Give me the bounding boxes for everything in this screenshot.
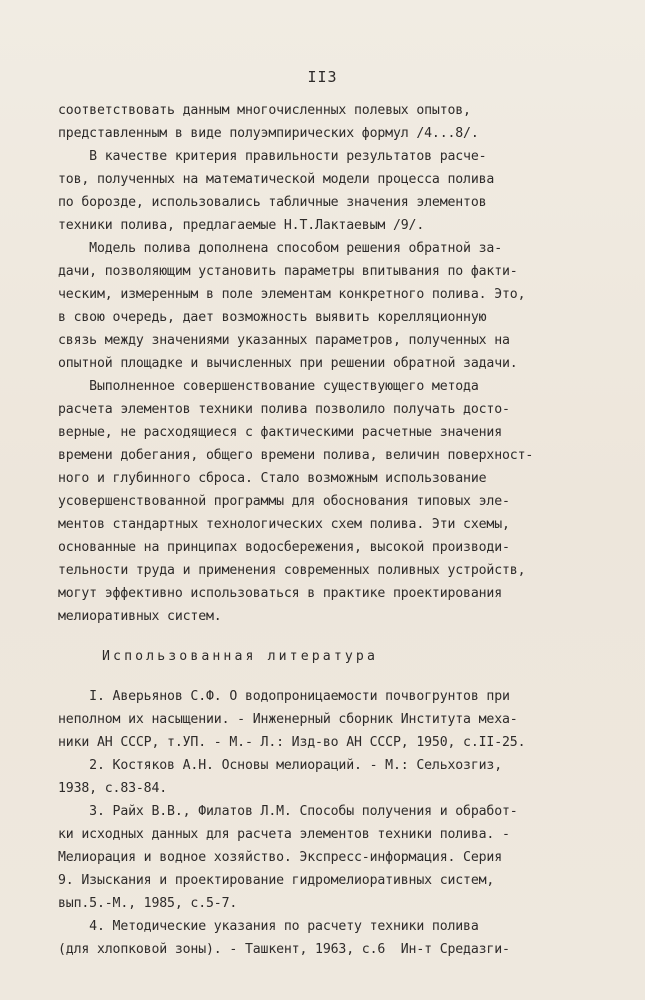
reference-line: 3. Райх В.В., Филатов Л.М. Способы получения и обработ- [58,804,518,819]
reference-line: вып.5.-М., 1985, с.5-7. [58,896,238,911]
body-line: основанные на принципах водосбережения, высокой производи- [58,540,510,555]
reference-line: 4. Методические указания по расчету техники полива [58,919,479,934]
body-line: техники полива, предлагаемые Н.Т.Лактаевым /9/. [58,218,425,233]
reference-line: неполном их насыщении. - Инженерный сборник Института меха- [58,712,518,727]
body-line: усовершенствованной программы для обоснования типовых эле- [58,494,510,509]
body-line: тов, полученных на математической модели процесса полива [58,172,495,187]
body-line: тельности труда и применения современных поливных устройств, [58,563,526,578]
reference-line: 2. Костяков А.Н. Основы мелиораций. - М.: Сельхозгиз, [58,758,503,773]
body-line: могут эффективно использоваться в практике проектирования [58,586,503,601]
body-line: В качестве критерия правильности результатов расче- [58,149,487,164]
body-line: связь между значениями указанных параметров, полученных на [58,333,510,348]
reference-line: ки исходных данных для расчета элементов техники полива. - [58,827,510,842]
reference-line: 1938, с.83-84. [58,781,168,796]
body-line: опытной площадке и вычисленных при решении обратной задачи. [58,356,518,371]
reference-line: ники АН СССР, т.УП. - М.- Л.: Изд-во АН СССР, 1950, с.II-25. [58,735,526,750]
body-line: мелиоративных систем. [58,609,222,624]
body-line: расчета элементов техники полива позволило получать досто- [58,402,510,417]
reference-line: I. Аверьянов С.Ф. О водопроницаемости почвогрунтов при [58,689,510,704]
page-number: II3 [307,68,338,86]
body-line: верные, не расходящиеся с фактическими расчетные значения [58,425,503,440]
body-line: дачи, позволяющим установить параметры впитывания по факти- [58,264,518,279]
reference-line: Мелиорация и водное хозяйство. Экспресс-информация. Серия [58,850,503,865]
body-line: в свою очередь, дает возможность выявить корелляционную [58,310,487,325]
body-line: ного и глубинного сброса. Стало возможным использование [58,471,487,486]
body-line: по борозде, использовались табличные значения элементов [58,195,487,210]
reference-line: 9. Изыскания и проектирование гидромелиоративных систем, [58,873,495,888]
body-line: Модель полива дополнена способом решения обратной за- [58,241,503,256]
references-heading: Использованная литература [102,649,378,664]
body-line: времени добегания, общего времени полива, величин поверхност- [58,448,534,463]
body-line: ментов стандартных технологических схем полива. Эти схемы, [58,517,510,532]
body-line: представленным в виде полуэмпирических формул /4...8/. [58,126,479,141]
body-line: ческим, измеренным в поле элементам конкретного полива. Это, [58,287,526,302]
reference-line: (для хлопковой зоны). - Ташкент, 1963, с.6 Ин-т Средазги- [58,942,510,957]
body-line: соответствовать данным многочисленных полевых опытов, [58,103,471,118]
body-line: Выполненное совершенствование существующего метода [58,379,479,394]
